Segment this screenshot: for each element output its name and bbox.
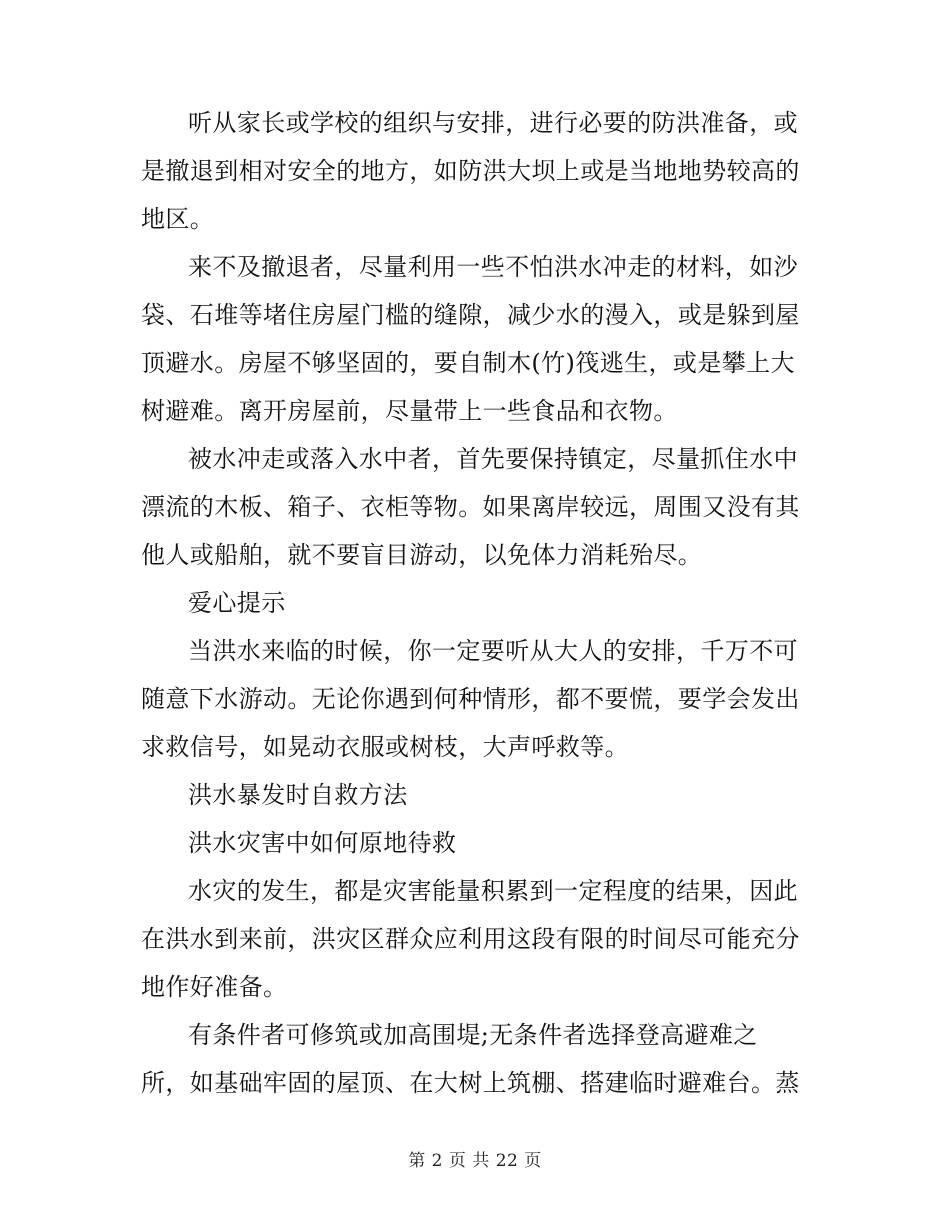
paragraph-line: 求救信号，如晃动衣服或树枝，大声呼救等。 — [141, 733, 629, 761]
paragraph-line: 所，如基础牢固的屋顶、在大树上筑棚、搭建临时避难台。蒸 — [141, 1069, 800, 1097]
paragraph-line: 被水冲走或落入水中者，首先要保持镇定，尽量抓住水中 — [188, 445, 798, 473]
paragraph-line: 是撤退到相对安全的地方，如防洪大坝上或是当地地势较高的 — [141, 157, 800, 185]
paragraph-line: 在洪水到来前，洪灾区群众应利用这段有限的时间尽可能充分 — [141, 925, 800, 953]
paragraph-line: 当洪水来临的时候，你一定要听从大人的安排，千万不可 — [188, 637, 798, 665]
section-heading: 洪水灾害中如何原地待救 — [188, 829, 457, 857]
page-number-footer: 第 2 页 共 22 页 — [408, 1151, 542, 1171]
section-heading: 洪水暴发时自救方法 — [188, 781, 408, 809]
paragraph-line: 随意下水游动。无论你遇到何种情形，都不要慌，要学会发出 — [141, 685, 800, 713]
paragraph-line: 树避难。离开房屋前，尽量带上一些食品和衣物。 — [141, 397, 678, 425]
paragraph-line: 听从家长或学校的组织与安排，进行必要的防洪准备，或 — [188, 109, 798, 137]
section-heading: 爱心提示 — [188, 589, 286, 617]
paragraph-line: 水灾的发生，都是灾害能量积累到一定程度的结果，因此 — [188, 877, 798, 905]
paragraph-line: 顶避水。房屋不够坚固的，要自制木(竹)筏逃生，或是攀上大 — [141, 349, 795, 377]
paragraph-line: 地作好准备。 — [141, 973, 288, 1001]
paragraph-line: 来不及撤退者，尽量利用一些不怕洪水冲走的材料，如沙 — [188, 253, 798, 281]
paragraph-line: 袋、石堆等堵住房屋门槛的缝隙，减少水的漫入，或是躲到屋 — [141, 301, 800, 329]
paragraph-line: 漂流的木板、箱子、衣柜等物。如果离岸较远，周围又没有其 — [141, 493, 800, 521]
paragraph-line: 地区。 — [141, 205, 215, 233]
paragraph-line: 他人或船舶，就不要盲目游动，以免体力消耗殆尽。 — [141, 541, 703, 569]
paragraph-line: 有条件者可修筑或加高围堤;无条件者选择登高避难之 — [188, 1021, 758, 1049]
